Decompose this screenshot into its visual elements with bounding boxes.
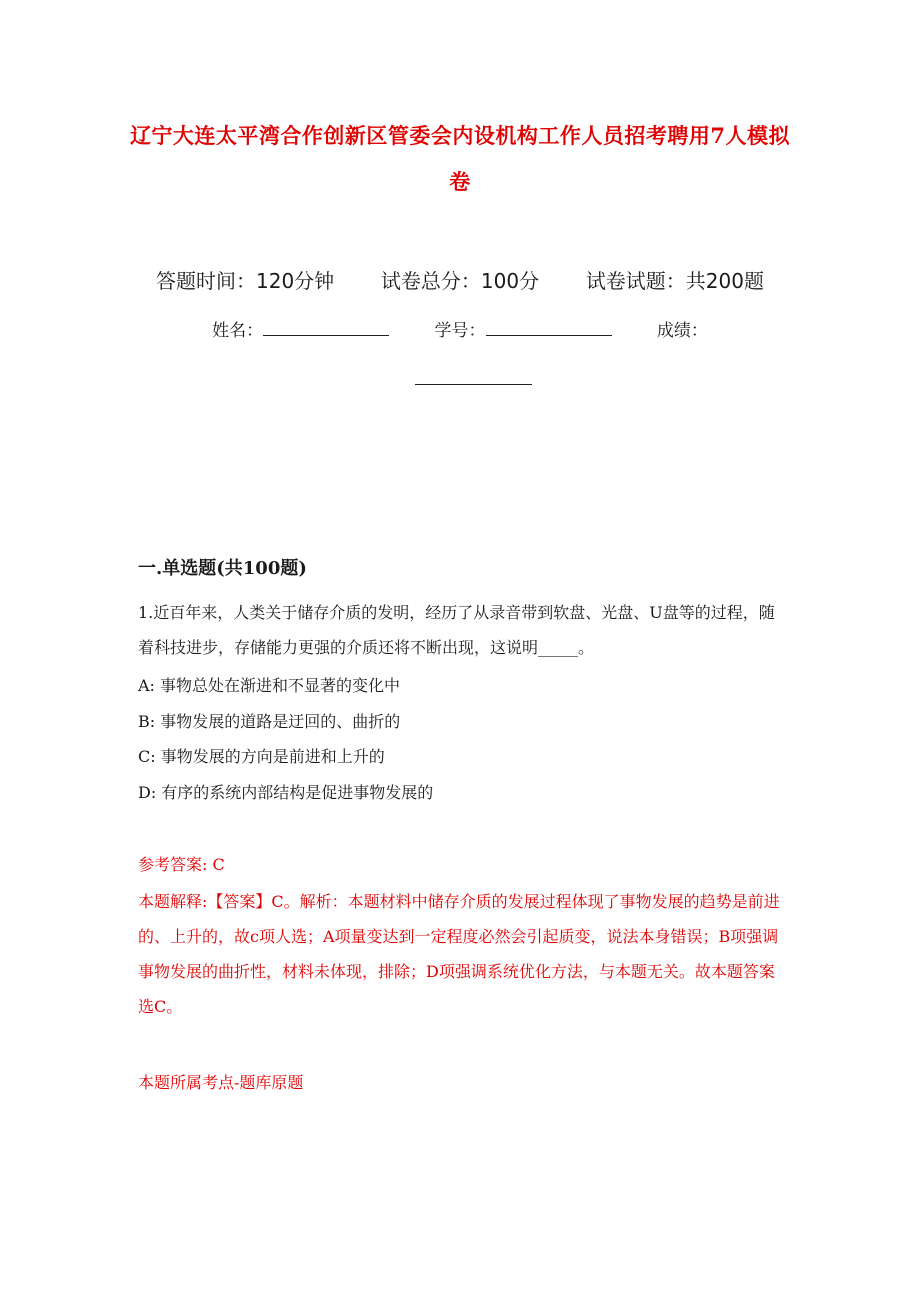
- option-c: C: 事物发展的方向是前进和上升的: [138, 747, 385, 766]
- id-label: 学号：: [434, 321, 486, 341]
- option-d: D: 有序的系统内部结构是促进事物发展的: [138, 782, 434, 802]
- name-label: 姓名：: [212, 321, 264, 341]
- name-field: [212, 314, 389, 348]
- question-topic: 本题所属考点-题库原题: [138, 1073, 304, 1092]
- exam-info: [0, 264, 920, 298]
- reference-answer: 参考答案: C: [138, 855, 225, 874]
- id-blank[interactable]: [486, 315, 612, 336]
- exam-total-questions: 试卷试题：共200题: [585, 269, 764, 293]
- question-stem: 1.近百年来，人类关于储存介质的发明，经历了从录音带到软盘、光盘、U盘等的过程，随着科技进步，存储能力更强的介质还将不断出现，这说明_____。: [138, 603, 775, 657]
- score-blank[interactable]: [415, 360, 532, 385]
- section-heading: 一.单选题(共100题): [138, 558, 307, 579]
- option-b: B: 事物发展的道路是迂回的、曲折的: [138, 711, 401, 731]
- exam-total-score: 试卷总分：100分: [380, 269, 540, 293]
- id-field: [435, 314, 612, 348]
- option-a: A: 事物总处在渐进和不显著的变化中: [138, 676, 401, 695]
- answer-explanation: 本题解释:【答案】C。解析：本题材料中储存介质的发展过程体现了事物发展的趋势是前进的、上升的，故c项人选；A项量变达到一定程度必然会引起质变，说法本身错误；B项强调事物发展的曲折性，材料未体现，排除；D项强调系统优化方法，与本题无关。故本题答案选C。: [138, 892, 780, 1016]
- exam-time: 答题时间：120分钟: [156, 269, 335, 293]
- score-field: [657, 314, 708, 348]
- document-title: 辽宁大连太平湾合作创新区管委会内设机构工作人员招考聘用7人模拟卷: [129, 123, 791, 194]
- question-options: [138, 668, 788, 810]
- score-label: 成绩：: [656, 321, 708, 341]
- student-fields: [0, 314, 920, 348]
- name-blank[interactable]: [263, 315, 389, 336]
